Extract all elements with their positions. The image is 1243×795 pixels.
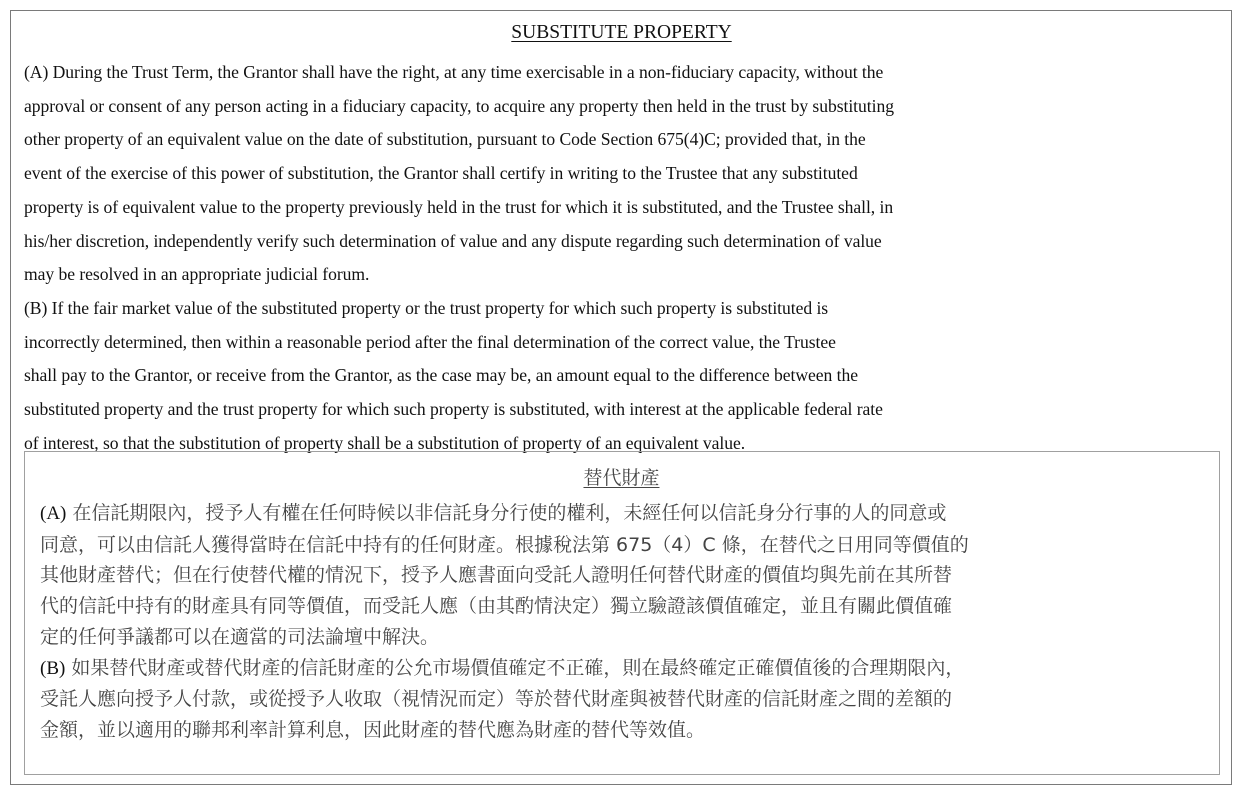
english-line: his/her discretion, independently verify such determination of value and any dispute regarding such determination of value <box>24 230 882 251</box>
english-line: event of the exercise of this power of substitution, the Grantor shall certify in writing to the Trustee that any substituted <box>24 163 858 184</box>
english-line: of interest, so that the substitution of property shall be a substitution of property of an equivalent value. <box>24 432 746 453</box>
chinese-line-text: 如果替代財產或替代財產的信託財產的公允市場價值確定不正確，則在最終確定正確價值後的合理期限內， <box>65 656 965 679</box>
section-b-marker: (B) <box>40 657 66 679</box>
english-title-text: SUBSTITUTE PROPERTY <box>511 22 732 43</box>
english-line: (B) If the fair market value of the substituted property or the trust property for which such property is substituted is <box>24 297 829 318</box>
chinese-line <box>40 498 1205 530</box>
english-line: substituted property and the trust property for which such property is substituted, with interest at the applicable federal rate <box>24 399 883 420</box>
chinese-line <box>40 653 1205 685</box>
chinese-line: 金額，並以適用的聯邦利率計算利息，因此財產的替代應為財產的替代等效值。 <box>40 718 706 741</box>
chinese-title-text: 替代財產 <box>583 467 660 489</box>
english-line: shall pay to the Grantor, or receive from the Grantor, as the case may be, an amount equal to the difference between the <box>24 365 858 386</box>
chinese-line: 其他財產替代；但在行使替代權的情況下，授予人應書面向受託人證明任何替代財產的價值均與先前在其所替 <box>40 564 953 587</box>
chinese-line: 代的信託中持有的財產具有同等價值，而受託人應（由其酌情決定）獨立驗證該價值確定，並且有關此價值確 <box>40 595 953 618</box>
section-a-marker: (A) <box>40 503 67 524</box>
english-line: incorrectly determined, then within a reasonable period after the final determination of the correct value, the Trustee <box>24 331 836 352</box>
chinese-title <box>0 465 1243 491</box>
english-line: may be resolved in an appropriate judicial forum. <box>24 264 370 285</box>
chinese-line-text: 在信託期限內，授予人有權在任何時候以非信託身分行使的權利，未經任何以信託身分行事的人的同意或 <box>66 502 947 524</box>
english-title <box>0 21 1243 45</box>
chinese-body <box>40 498 1205 746</box>
chinese-line: 同意，可以由信託人獲得當時在信託中持有的任何財產。根據稅法第 675（4）C 條，在替代之日用同等價值的 <box>40 533 969 556</box>
english-line: other property of an equivalent value on the date of substitution, pursuant to Code Section 675(4)C; provided that, in the <box>24 129 866 150</box>
chinese-line: 定的任何爭議都可以在適當的司法論壇中解決。 <box>40 625 440 648</box>
english-body <box>24 56 1229 460</box>
english-line: (A) During the Trust Term, the Grantor shall have the right, at any time exercisable in a non-fiduciary capacity, without the <box>24 62 884 82</box>
english-line: approval or consent of any person acting in a fiduciary capacity, to acquire any property then held in the trust by substituting <box>24 95 894 116</box>
english-line: property is of equivalent value to the property previously held in the trust for which it is substituted, and the Trustee shall, in <box>24 196 894 217</box>
chinese-line: 受託人應向授予人付款，或從授予人收取（視情況而定）等於替代財產與被替代財產的信託財產之間的差額的 <box>40 688 953 711</box>
